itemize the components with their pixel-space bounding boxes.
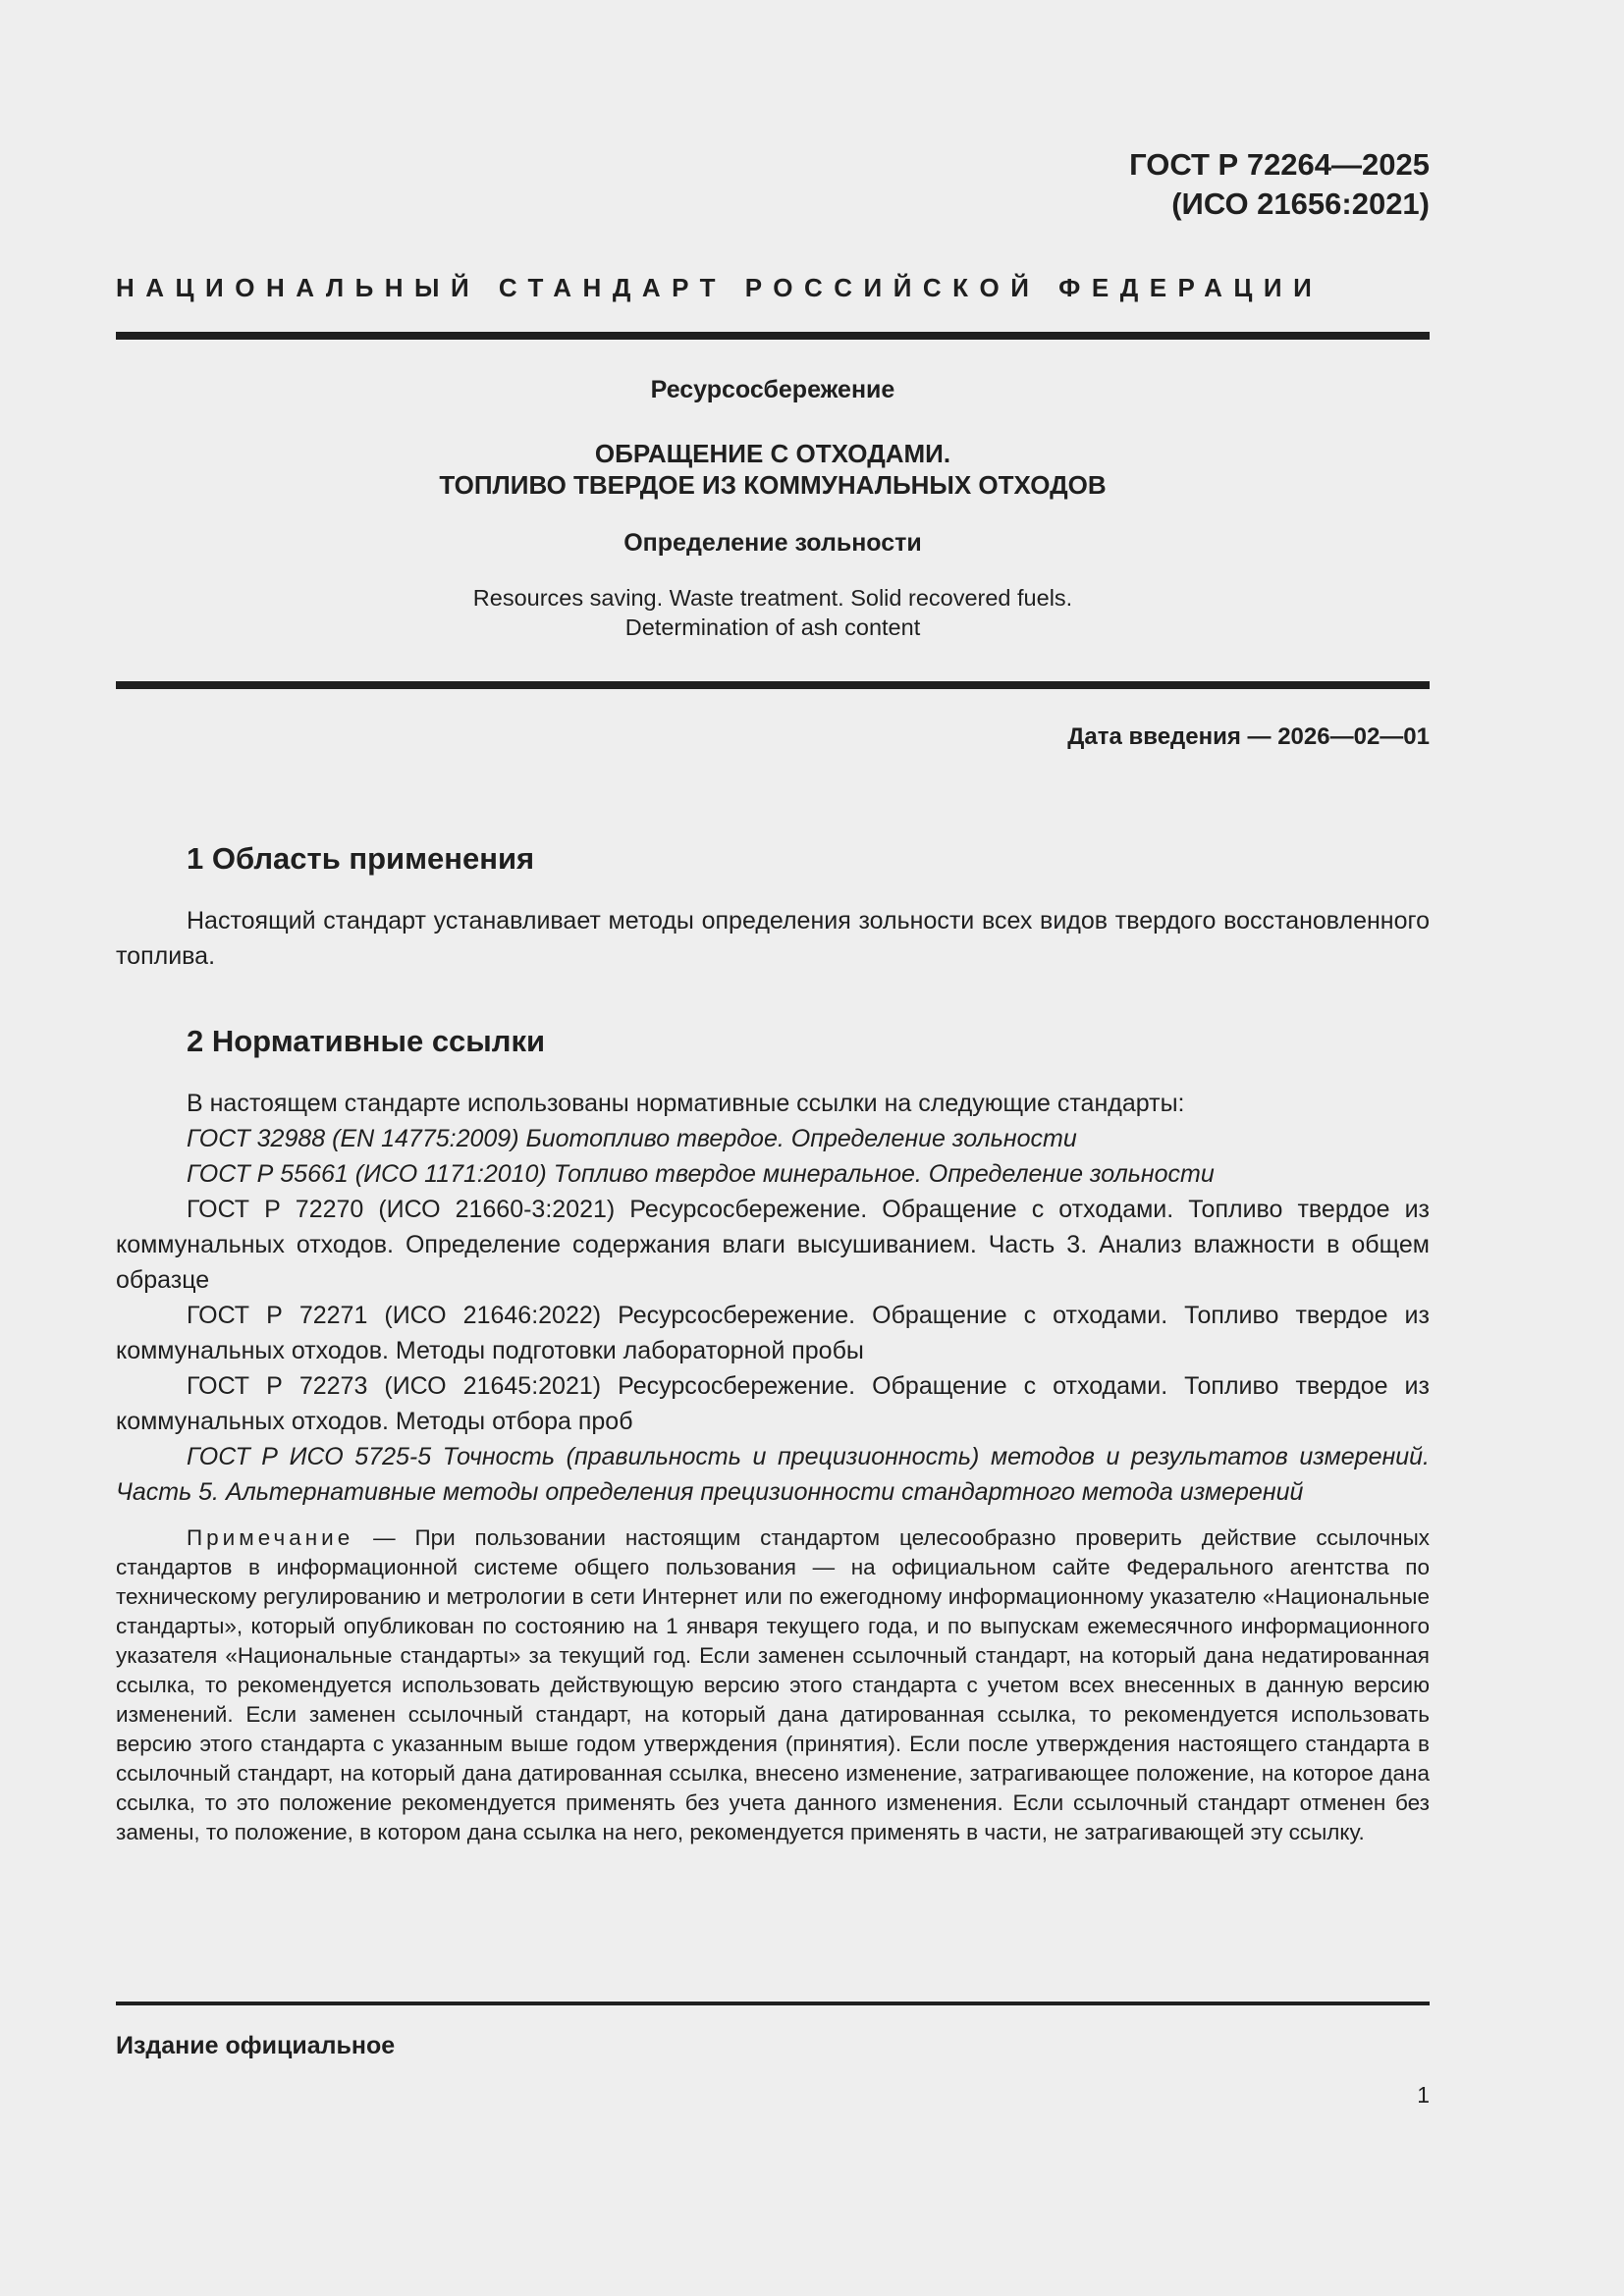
page-number: 1 (1417, 2082, 1430, 2108)
page-content (116, 145, 1430, 1847)
page-footer (116, 2002, 1430, 2109)
english-title-line2: Determination of ash content (624, 614, 921, 640)
section-2-heading: 2 Нормативные ссылки (187, 1024, 546, 1058)
category-title: Ресурсосбережение (650, 376, 895, 403)
doc-number-line1: ГОСТ Р 72264—2025 (1129, 147, 1430, 182)
section-2-intro: В настоящем стандарте использованы нормативные ссылки на следующие стандарты: (187, 1090, 1185, 1117)
doc-number-line2: (ИСО 21656:2021) (1171, 187, 1430, 221)
main-title-line1: ОБРАЩЕНИЕ С ОТХОДАМИ. (594, 439, 951, 468)
edition-label: Издание официальное (116, 2032, 396, 2059)
footer-divider (116, 2002, 1430, 2005)
subtitle: Определение зольности (623, 529, 922, 557)
title-block (116, 340, 1430, 681)
reference-item: ГОСТ Р 72270 (ИСО 21660-3:2021) Ресурсосбережение. Обращение с отходами. Топливо твердое из коммунальных отходов. Определение содержания влаги высушиванием. Часть 3. Анализ влажности в общем образце (116, 1196, 1430, 1294)
section-1-text: Настоящий стандарт устанавливает методы определения зольности всех видов твердого восстановленного топлива. (116, 907, 1430, 970)
reference-item: ГОСТ Р 72271 (ИСО 21646:2022) Ресурсосбережение. Обращение с отходами. Топливо твердое из коммунальных отходов. Методы подготовки лабораторной пробы (116, 1302, 1430, 1364)
note-text: — При пользовании настоящим стандартом целесообразно проверить действие ссылочных стандартов в информационной системе общего пользования — на официальном сайте Федерального агентства по техническому регулированию и метрологии в сети Интернет или по ежегодному информационному указателю «Национальные стандарты», который опубликован по состоянию на 1 января текущего года, и по выпускам ежемесячного информационного указателя «Национальные стандарты» за текущий год. Если заменен ссылочный стандарт, на который дана недатированная ссылка, то рекомендуется использовать действующую версию этого стандарта с учетом всех внесенных в данную версию изменений. Если заменен ссылочный стандарт, на который дана датированная ссылка, то рекомендуется использовать версию этого стандарта с указанным выше годом утверждения (принятия). Если после утверждения настоящего стандарта в ссылочный стандарт, на который дана датированная ссылка, внесено изменение, затрагивающее положение, на которое дана ссылка, то это положение рекомендуется применять без учета данного изменения. Если ссылочный стандарт отменен без замены, то положение, в котором дана ссылка на него, рекомендуется применять в части, не затрагивающей эту ссылку. (116, 1525, 1430, 1844)
reference-list (116, 1121, 1430, 1510)
note-label: Примечание (187, 1525, 354, 1550)
reference-item: ГОСТ Р 72273 (ИСО 21645:2021) Ресурсосбережение. Обращение с отходами. Топливо твердое из коммунальных отходов. Методы отбора проб (116, 1372, 1430, 1435)
top-divider (116, 332, 1430, 340)
title-bottom-divider (116, 681, 1430, 689)
reference-item: ГОСТ Р ИСО 5725-5 Точность (правильность и прецизионность) методов и результатов измерений. Часть 5. Альтернативные методы определения прецизионности стандартного метода измерений (116, 1443, 1430, 1506)
main-title (116, 438, 1430, 501)
main-title-line2: ТОПЛИВО ТВЕРДОЕ ИЗ КОММУНАЛЬНЫХ ОТХОДОВ (439, 470, 1107, 500)
section-1-heading: 1 Область применения (187, 841, 535, 876)
note (116, 1523, 1430, 1847)
reference-item: ГОСТ Р 55661 (ИСО 1171:2010) Топливо твердое минеральное. Определение зольности (187, 1160, 1215, 1188)
english-title (116, 583, 1430, 642)
national-standard-banner: НАЦИОНАЛЬНЫЙ СТАНДАРТ РОССИЙСКОЙ ФЕДЕРАЦИИ (116, 273, 1324, 302)
introduction-date: Дата введения — 2026—02—01 (1067, 723, 1430, 750)
reference-item: ГОСТ 32988 (EN 14775:2009) Биотопливо твердое. Определение зольности (187, 1125, 1077, 1152)
document-number (116, 145, 1430, 224)
english-title-line1: Resources saving. Waste treatment. Solid recovered fuels. (472, 585, 1073, 611)
